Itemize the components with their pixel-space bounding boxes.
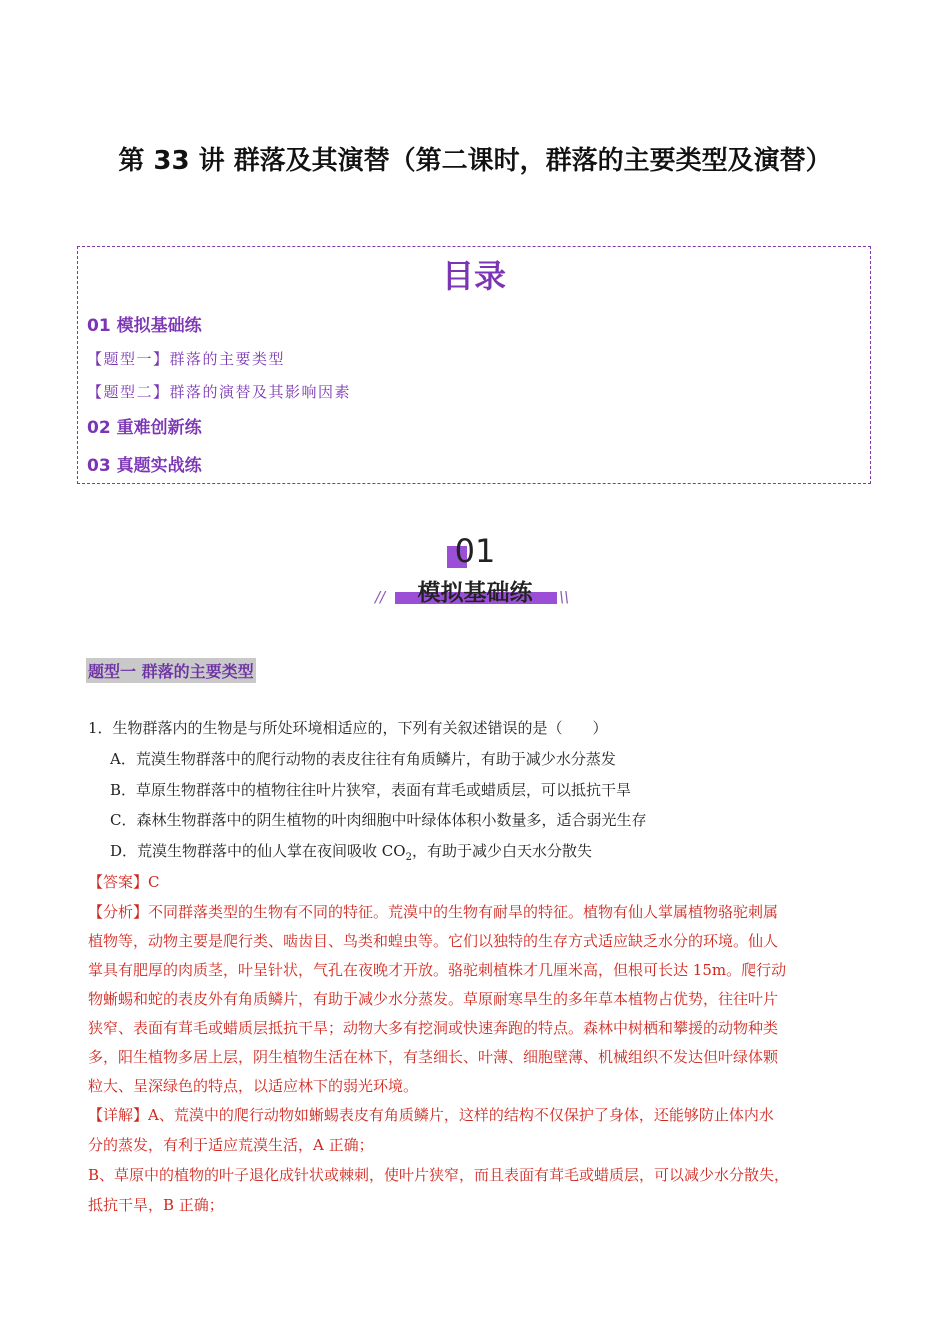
page-title: 第 33 讲 群落及其演替（第二课时，群落的主要类型及演替）: [118, 146, 832, 176]
analysis-line: 植物等，动物主要是爬行类、啮齿目、鸟类和蝗虫等。它们以独特的生存方式适应缺乏水分的环境。仙人: [88, 932, 779, 950]
option-b: B．草原生物群落中的植物往往叶片狭窄，表面有茸毛或蜡质层，可以抵抗干旱: [110, 781, 632, 799]
answer: 【答案】C: [88, 873, 160, 891]
analysis-line: 掌具有肥厚的肉质茎，叶呈针状，气孔在夜晚才开放。骆驼刺植株才几厘米高，但根可长达 15m。爬行动: [88, 961, 787, 979]
toc-heading: 目录: [441, 257, 506, 295]
analysis-line: 粒大、呈深绿色的特点，以适应林下的弱光环境。: [88, 1077, 419, 1095]
toc-item-simulation[interactable]: 01 模拟基础练: [87, 316, 202, 336]
analysis-line: 狭窄、表面有茸毛或蜡质层抵抗干旱；动物大多有挖洞或快速奔跑的特点。森林中树栖和攀援的动物种类: [88, 1019, 779, 1037]
question-stem: 1．生物群落内的生物是与所处环境相适应的，下列有关叙述错误的是（ ）: [88, 719, 608, 737]
right-slash-decoration: \\: [559, 588, 570, 606]
section-badge: [375, 534, 575, 614]
analysis-line: 【分析】不同群落类型的生物有不同的特征。荒漠中的生物有耐旱的特征。植物有仙人掌属植物骆驼刺属: [88, 903, 779, 921]
toc-item-real-exam[interactable]: 03 真题实战练: [87, 456, 202, 476]
option-a: A．荒漠生物群落中的爬行动物的表皮往往有角质鳞片，有助于减少水分蒸发: [110, 750, 616, 768]
option-d: [110, 840, 592, 863]
toc-item-type-two[interactable]: 【题型二】群落的演替及其影响因素: [87, 383, 352, 401]
table-of-contents: [77, 246, 871, 484]
toc-item-innovation[interactable]: 02 重难创新练: [87, 418, 202, 438]
option-d-subscript: 2: [405, 852, 412, 863]
option-d-tail: ，有助于减少白天水分散失: [411, 842, 592, 860]
detail-line: B、草原中的植物的叶子退化成针状或棘刺，使叶片狭窄，而且表面有茸毛或蜡质层，可以减少水分散失，: [88, 1166, 790, 1184]
detail-line: 【详解】A、荒漠中的爬行动物如蜥蜴表皮有角质鳞片，这样的结构不仅保护了身体，还能够防止体内水: [88, 1106, 774, 1124]
analysis-line: 多，阳生植物多居上层，阴生植物生活在林下，有茎细长、叶薄、细胞壁薄、机械组织不发达但叶绿体颗: [88, 1048, 779, 1066]
analysis-line: 物蜥蜴和蛇的表皮外有角质鳞片，有助于减少水分蒸发。草原耐寒旱生的多年草本植物占优势，往往叶片: [88, 990, 779, 1008]
detail-line: 抵抗干旱，B 正确；: [88, 1196, 224, 1214]
toc-item-type-one[interactable]: 【题型一】群落的主要类型: [87, 350, 286, 368]
left-slash-decoration: //: [375, 588, 386, 606]
question-type-heading: 题型一 群落的主要类型: [86, 658, 256, 683]
detail-line: 分的蒸发，有利于适应荒漠生活，A 正确；: [88, 1136, 374, 1154]
section-name: 模拟基础练: [417, 580, 533, 606]
option-c: C．森林生物群落中的阴生植物的叶肉细胞中叶绿体体积小数量多，适合弱光生存: [110, 811, 647, 829]
option-d-text: D．荒漠生物群落中的仙人掌在夜间吸收 CO: [110, 842, 406, 860]
section-number: 01: [454, 532, 496, 570]
